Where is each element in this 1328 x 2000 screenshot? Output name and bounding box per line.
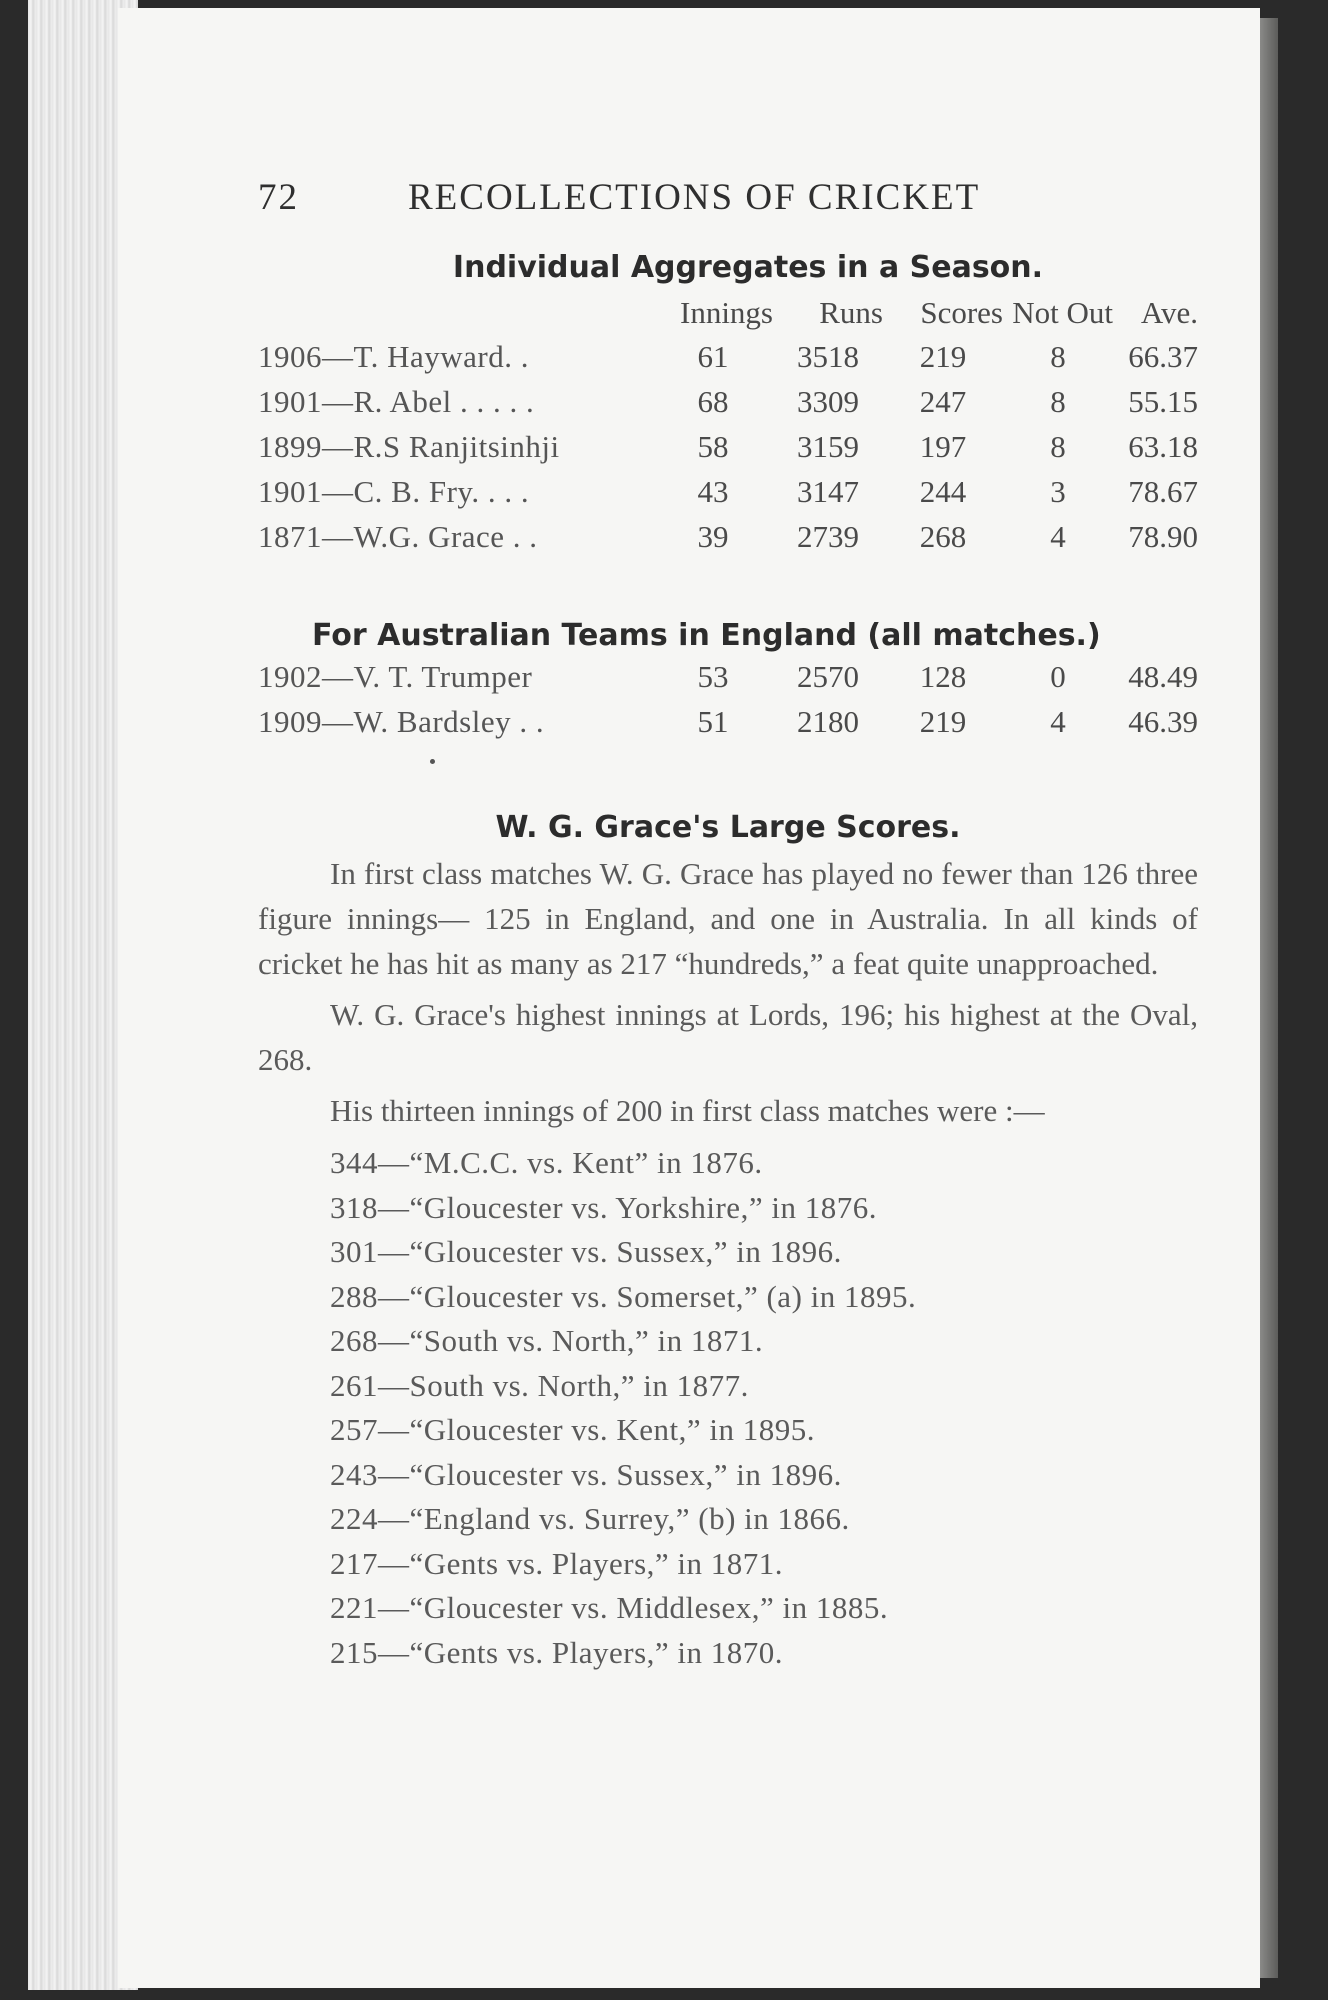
paragraph-centuries: In first class matches W. G. Grace has played no fewer than 126 three figure innings— 125 in England, and one in Australia. In all kinds of cricket he has hit as many as 217 “hundreds,” a feat quite unapproached. (258, 856, 1198, 981)
list-item: 243—“Gloucester vs. Sussex,” in 1896. (330, 1456, 842, 1492)
runs-cell: 3159 (797, 429, 859, 464)
player-cell: 1902—V. T. Trumper (258, 659, 533, 694)
running-head (258, 176, 1198, 236)
large-scores-heading: W. G. Grace's Large Scores. (495, 810, 961, 845)
scores-cell: 247 (919, 384, 967, 419)
player-cell: 1899—R.S Ranjitsinhji (258, 429, 560, 464)
ave-cell: 48.49 (1128, 659, 1198, 694)
ave-cell: 78.90 (1128, 519, 1198, 554)
stats-column-headers (258, 295, 1198, 339)
not-out-cell: 8 (1050, 384, 1066, 419)
not-out-cell: 4 (1050, 704, 1066, 739)
ave-cell: 63.18 (1128, 429, 1198, 464)
table-row (258, 429, 1198, 474)
table-row (258, 659, 1198, 704)
not-out-cell: 3 (1050, 474, 1066, 509)
stray-ink-dot (430, 759, 435, 764)
paragraph-thirteen-innings: His thirteen innings of 200 in first class matches were :— (330, 1093, 1045, 1128)
ave-cell: 46.39 (1128, 704, 1198, 739)
scores-cell: 268 (919, 519, 967, 554)
col-header-innings: Innings (680, 295, 773, 330)
ave-cell: 55.15 (1128, 384, 1198, 419)
list-item: 288—“Gloucester vs. Somerset,” (a) in 1895. (330, 1278, 917, 1314)
list-item: 221—“Gloucester vs. Middlesex,” in 1885. (330, 1590, 889, 1625)
scores-cell: 219 (919, 704, 967, 739)
runs-cell: 3147 (797, 474, 859, 509)
list-item: 217—“Gents vs. Players,” in 1871. (330, 1545, 784, 1581)
innings-cell: 43 (697, 474, 729, 509)
large-scores-list (330, 1141, 1198, 1675)
innings-cell: 39 (697, 519, 729, 554)
player-cell: 1909—W. Bardsley . . (258, 704, 545, 739)
runs-cell: 3309 (797, 384, 859, 419)
scores-cell: 128 (919, 659, 967, 694)
australian-teams-table (258, 659, 1198, 749)
list-item: 318—“Gloucester vs. Yorkshire,” in 1876. (330, 1189, 877, 1225)
list-item: 268—“South vs. North,” in 1871. (330, 1323, 764, 1358)
table-row (258, 474, 1198, 519)
col-header-ave: Ave. (1140, 295, 1198, 330)
col-header-scores: Scores (920, 295, 1003, 330)
page-content (258, 176, 1198, 1675)
scores-cell: 219 (919, 339, 967, 374)
player-cell: 1906—T. Hayward. . (258, 339, 530, 374)
list-item: 344—“M.C.C. vs. Kent” in 1876. (330, 1145, 763, 1180)
table-row (258, 519, 1198, 564)
innings-cell: 61 (697, 339, 729, 374)
player-cell: 1901—C. B. Fry. . . . (258, 474, 530, 509)
australian-teams-heading: For Australian Teams in England (all matches.) (312, 618, 1101, 653)
runs-cell: 3518 (797, 339, 859, 374)
runs-cell: 2739 (797, 519, 859, 554)
player-cell: 1871—W.G. Grace . . (258, 519, 538, 554)
player-cell: 1901—R. Abel . . . . . (258, 384, 535, 419)
table-row (258, 384, 1198, 429)
list-item: 261—South vs. North,” in 1877. (330, 1367, 749, 1403)
col-header-runs: Runs (819, 295, 883, 330)
col-header-not-out: Not Out (1012, 295, 1113, 330)
ave-cell: 66.37 (1128, 339, 1198, 374)
innings-cell: 51 (697, 704, 729, 739)
book-binding-edge (1260, 18, 1278, 1978)
table-row (258, 339, 1198, 384)
innings-cell: 68 (697, 384, 729, 419)
runs-cell: 2570 (797, 659, 859, 694)
list-item: 257—“Gloucester vs. Kent,” in 1895. (330, 1412, 815, 1447)
innings-cell: 58 (697, 429, 729, 464)
table-row (258, 704, 1198, 749)
ave-cell: 78.67 (1128, 474, 1198, 509)
not-out-cell: 4 (1050, 519, 1066, 554)
not-out-cell: 8 (1050, 429, 1066, 464)
page-number: 72 (258, 177, 299, 218)
scores-cell: 197 (919, 429, 967, 464)
paragraph-highest-innings: W. G. Grace's highest innings at Lords, 196; his highest at the Oval, 268. (258, 997, 1198, 1077)
runs-cell: 2180 (797, 704, 859, 739)
aggregates-table (258, 339, 1198, 564)
list-item: 215—“Gents vs. Players,” in 1870. (330, 1634, 784, 1670)
innings-cell: 53 (697, 659, 729, 694)
aggregates-heading: Individual Aggregates in a Season. (452, 250, 1044, 285)
not-out-cell: 8 (1050, 339, 1066, 374)
list-item: 224—“England vs. Surrey,” (b) in 1866. (330, 1501, 850, 1536)
scores-cell: 244 (919, 474, 967, 509)
book-title: RECOLLECTIONS OF CRICKET (408, 177, 981, 218)
not-out-cell: 0 (1050, 659, 1066, 694)
list-item: 301—“Gloucester vs. Sussex,” in 1896. (330, 1234, 842, 1269)
